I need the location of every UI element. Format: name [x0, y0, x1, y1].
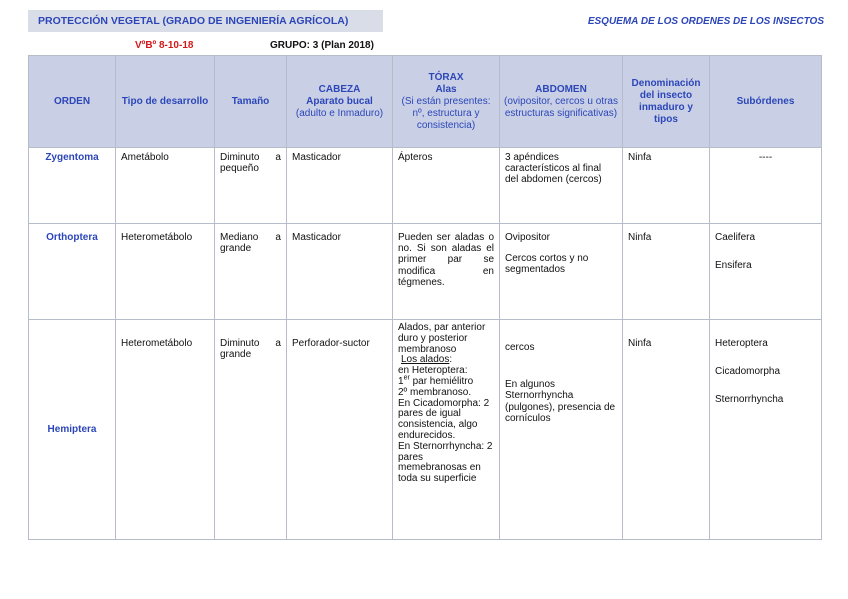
subordenes-cell: ---- [710, 148, 822, 224]
cabeza-sub1: Aparato bucal [306, 95, 373, 107]
abdomen-line: En algunos Sternorrhyncha (pulgones), presencia de cornículos [505, 379, 616, 424]
tamano-cell: Diminuto a grande [215, 320, 287, 540]
cabeza-cell: Perforador-suctor [287, 320, 393, 540]
table-row [29, 320, 822, 540]
col-tamano: Tamaño [215, 56, 287, 148]
tipo-cell: Heterometábolo [116, 224, 215, 320]
torax-sub2: (Si están presentes: nº, estructura y consistencia) [401, 95, 491, 131]
abdomen-sub: (ovipositor, cercos u otras estructuras significativas) [504, 95, 618, 119]
denominacion-cell: Ninfa [623, 320, 710, 540]
cabeza-sub2: (adulto e Inmaduro) [295, 107, 384, 119]
torax-line: 2º membranoso. [398, 386, 472, 398]
col-abdomen [500, 56, 623, 148]
torax-cell [393, 320, 500, 540]
suborden-item: Sternorrhyncha [715, 394, 784, 406]
suborden-item: Caelifera [715, 232, 756, 243]
table-row [29, 148, 822, 224]
torax-line: en Heteroptera: [398, 365, 468, 377]
col-orden: ORDEN [29, 56, 116, 148]
suborden-item: Heteroptera [715, 338, 768, 349]
table-row [29, 224, 822, 320]
denominacion-cell: Ninfa [623, 148, 710, 224]
tipo-cell: Ametábolo [116, 148, 215, 224]
torax-line: En Sternorrhyncha: 2 pares memebranosas en toda su superficie [398, 440, 493, 485]
suborden-item: Cicadomorpha [715, 366, 781, 378]
torax-text: par hemiélitro [409, 375, 474, 387]
tamano-cell: Mediano a grande [215, 224, 287, 320]
document-title: PROTECCIÓN VEGETAL (GRADO DE INGENIERÍA AGRÍCOLA) [28, 10, 383, 32]
torax-line: En Cicadomorpha: 2 pares de igual consistencia, algo endurecidos. [398, 397, 490, 441]
abdomen-cell [500, 224, 623, 320]
tipo-cell: Heterometábolo [116, 320, 215, 540]
col-tipo-desarrollo: Tipo de desarrollo [116, 56, 215, 148]
col-cabeza [287, 56, 393, 148]
abdomen-cell [500, 320, 623, 540]
insect-orders-table [28, 55, 822, 540]
torax-cell: Pueden ser aladas o no. Si son aladas el primer par se modifica en tégmenes. [393, 224, 500, 320]
abdomen-line: cercos [505, 342, 535, 353]
torax-line: Alados, par anterior duro y posterior membranoso [398, 322, 486, 355]
torax-title: TÓRAX [428, 71, 464, 83]
torax-ordinal: 1 [398, 375, 404, 387]
scheme-title: ESQUEMA DE LOS ORDENES DE LOS INSECTOS [587, 16, 824, 27]
subordenes-cell [710, 320, 822, 540]
cabeza-title: CABEZA [318, 83, 361, 95]
col-torax [393, 56, 500, 148]
abdomen-cell: 3 apéndices característicos al final del abdomen (cercos) [500, 148, 623, 224]
col-denominacion: Denominación del insecto inmaduro y tipos [623, 56, 710, 148]
abdomen-line: Ovipositor [505, 232, 551, 243]
orden-cell: Zygentoma [29, 148, 116, 224]
orden-cell: Hemiptera [29, 320, 116, 540]
approval-date: VºBº 8-10-18 [135, 40, 194, 51]
torax-underlined: Los alados [401, 354, 450, 366]
torax-ordinal-sup: er [403, 374, 410, 382]
cabeza-cell: Masticador [287, 148, 393, 224]
orden-cell: Orthoptera [29, 224, 116, 320]
torax-cell: Ápteros [393, 148, 500, 224]
table-header-row [29, 56, 822, 148]
cabeza-cell: Masticador [287, 224, 393, 320]
torax-sub1: Alas [435, 83, 457, 95]
col-subordenes: Subórdenes [710, 56, 822, 148]
torax-colon: : [449, 354, 453, 366]
denominacion-cell: Ninfa [623, 224, 710, 320]
tamano-cell: Diminuto a pequeño [215, 148, 287, 224]
abdomen-line: Cercos cortos y no segmentados [505, 253, 589, 276]
suborden-item: Ensifera [715, 260, 752, 272]
group-label: GRUPO: 3 (Plan 2018) [270, 40, 374, 51]
abdomen-title: ABDOMEN [535, 83, 587, 95]
subordenes-cell [710, 224, 822, 320]
